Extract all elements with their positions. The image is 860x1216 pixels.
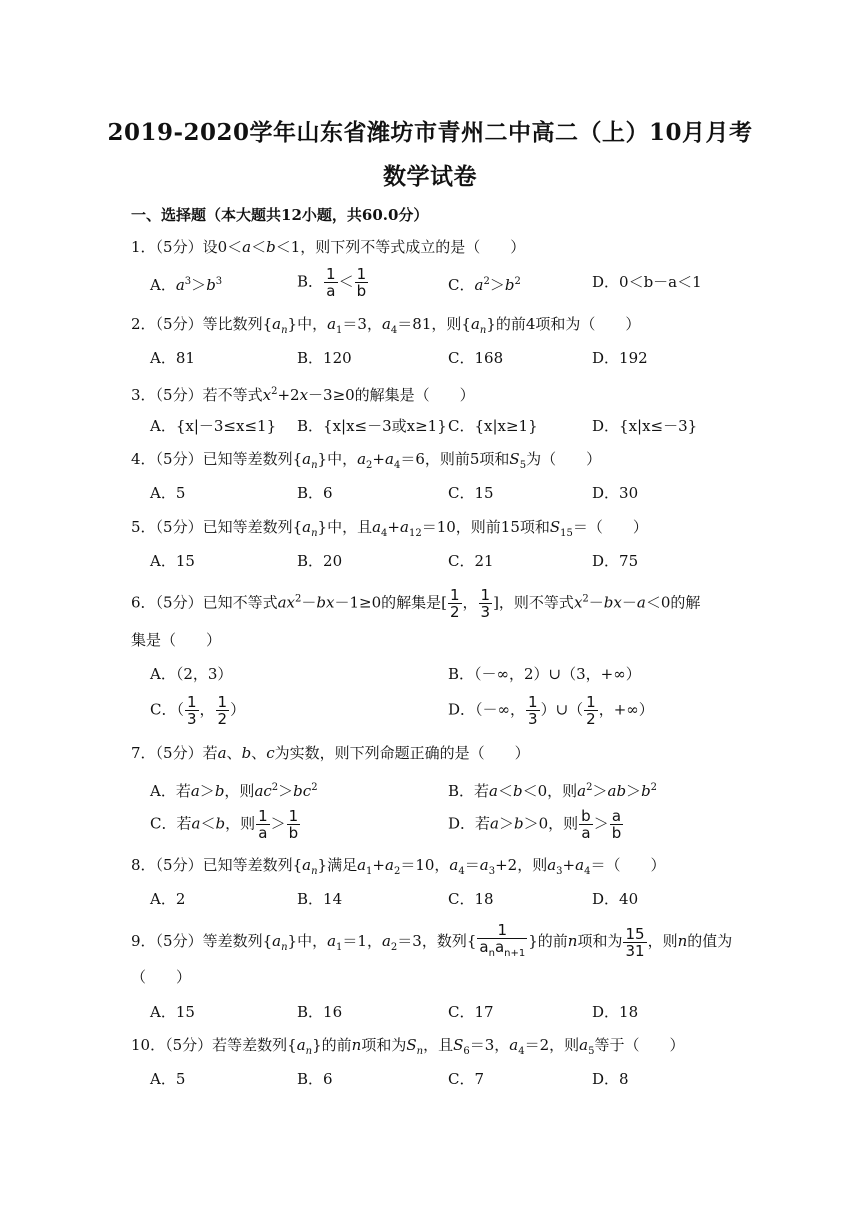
q10-option-d: D．8 [592,1070,629,1088]
q9-option-d: D．18 [592,1003,639,1021]
q8-option-b: B．14 [297,890,343,908]
q3-option-b: B．{x|x≤－3或x≥1} [297,417,447,435]
q1-option-d: D．0＜b－a＜1 [592,273,702,291]
q3-option-d: D．{x|x≤－3} [592,417,698,435]
q6-option-d: D．（－∞， $\frac{1}{3}$ ）∪（ $\frac{1}{2}$ ，+∞） [448,693,654,728]
section-heading: 一、选择题（本大题共12小题，共60.0分） [131,206,429,224]
q7-option-c: C．若a＜b，则 $\frac{1}{a}$ ＞ $\frac{1}{b}$ [150,807,299,842]
q9-option-a: A．15 [150,1003,195,1021]
q5-option-b: B．20 [297,552,343,570]
question-3: 3．（5分）若不等式$x^2+2x-3\ge 0$的解集是（ ） [131,386,475,404]
q2-option-d: D．192 [592,349,648,367]
q10-option-b: B．6 [297,1070,333,1088]
q10-option-c: C．7 [448,1070,485,1088]
q1-option-c: C．$a^2>b^2$ [448,276,521,294]
q2-option-c: C．168 [448,349,504,367]
question-1: 1．（5分）设0＜a＜b＜1，则下列不等式成立的是（ ） [131,238,526,256]
q3-option-c: C．{x|x≥1} [448,417,538,435]
q9-option-b: B．16 [297,1003,343,1021]
q10-option-a: A．5 [150,1070,186,1088]
question-5: 5．（5分）已知等差数列$\{a_n\}$中，且$a_4+a_{12}=10$，则前15项和$S_{15}=$（ ） [131,518,648,539]
title-line-1: 2019-2020学年山东省潍坊市青州二中高二（上）10月月考 [107,119,753,146]
q6-option-a: A．（2，3） [150,665,233,683]
q5-option-c: C．21 [448,552,494,570]
q6-option-b: B．（－∞，2）∪（3，+∞） [448,665,641,683]
q4-option-c: C．15 [448,484,494,502]
q8-option-c: C．18 [448,890,494,908]
question-6-cont: 集是（ ） [131,631,222,649]
q5-option-d: D．75 [592,552,639,570]
question-7: 7．（5分）若a、b、c为实数，则下列命题正确的是（ ） [131,744,530,762]
question-10: 10．（5分）若等差数列$\{a_n\}$的前n项和为$S_n$，且$S_6=3$，$a_4=2$，则$a_5$等于（ ） [131,1036,685,1057]
q7-option-b: B．若a＜b＜0，则$a^2>ab>b^2$ [448,782,658,800]
q5-option-a: A．15 [150,552,195,570]
question-2: 2．（5分）等比数列$\{a_n\}$中，$a_1=3$，$a_4=81$，则$\{a_n\}$的前4项和为（ ） [131,315,641,336]
q8-option-d: D．40 [592,890,639,908]
q2-option-a: A．81 [150,349,195,367]
question-4: 4．（5分）已知等差数列$\{a_n\}$中，$a_2+a_4=6$，则前5项和$S_5$为（ ） [131,450,602,471]
q7-option-d: D．若a＞b＞0，则 $\frac{b}{a}$ ＞ $\frac{a}{b}$ [448,807,622,842]
question-8: 8．（5分）已知等差数列$\{a_n\}$满足$a_1+a_2=10$，$a_4=a_3+2$，则$a_3+a_4=$（ ） [131,856,666,877]
q1-option-a: A．$a^3>b^3$ [150,276,223,294]
question-9-cont: （ ） [131,968,192,986]
q4-option-a: A．5 [150,484,186,502]
q4-option-b: B．6 [297,484,333,502]
q8-option-a: A．2 [150,890,186,908]
title-line-2: 数学试卷 [383,163,477,190]
q6-option-c: C．（ $\frac{1}{3}$ ， $\frac{1}{2}$ ） [150,693,246,728]
q9-option-c: C．17 [448,1003,494,1021]
q2-option-b: B．120 [297,349,352,367]
q4-option-d: D．30 [592,484,639,502]
q1-option-b: B． $\frac{1}{a}$ ＜ $\frac{1}{b}$ [297,265,367,300]
question-6: 6．（5分）已知不等式$ax^2-bx-1\ge 0$的解集是[ $\frac{1}{2}$ ， $\frac{1}{3}$ ]，则不等式$x^2-bx-a<0$的解 [131,586,701,621]
q7-option-a: A．若a＞b，则$ac^2>bc^2$ [150,782,318,800]
question-9: 9．（5分）等差数列$\{a_n\}$中，$a_1=1$，$a_2=3$，数列{ $\frac{1}{a_na_{n+1}}$ }的前n项和为 $\frac{15}{31}$ ，则n的值为 [131,921,733,960]
q3-option-a: A．{x|－3≤x≤1} [150,417,277,435]
